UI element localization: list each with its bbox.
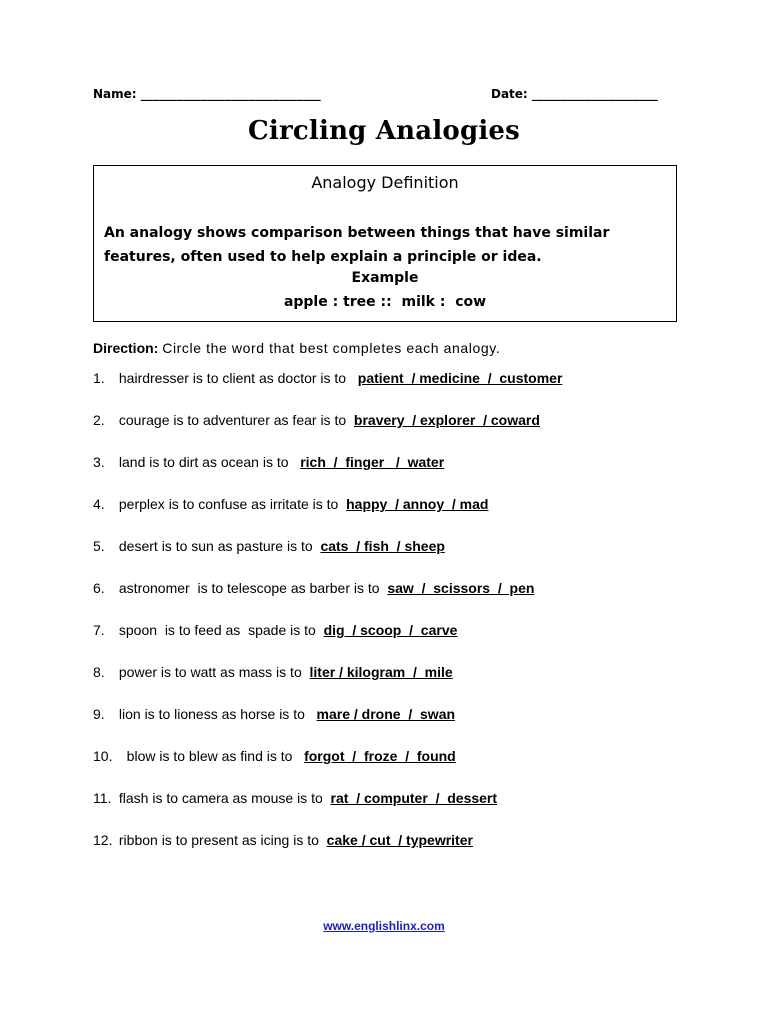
definition-box bbox=[93, 165, 677, 322]
item-question: ribbon is to present as icing is to bbox=[118, 832, 323, 848]
item-question: desert is to sun as pasture is to bbox=[118, 538, 317, 554]
item-number: 10. bbox=[93, 748, 113, 764]
analogy-item-5 bbox=[93, 538, 445, 558]
analogy-item-12 bbox=[93, 832, 473, 852]
footer-website-link[interactable]: www.englishlinx.com bbox=[323, 919, 445, 933]
item-question: blow is to blew as find is to bbox=[118, 748, 301, 764]
item-number: 12. bbox=[93, 832, 113, 848]
item-choices[interactable]: happy / annoy / mad bbox=[346, 496, 489, 512]
item-choices[interactable]: liter / kilogram / mile bbox=[309, 664, 453, 680]
analogy-item-10 bbox=[93, 748, 456, 768]
item-question: astronomer is to telescope as barber is to bbox=[118, 580, 384, 596]
item-number: 11. bbox=[93, 790, 112, 806]
example-text: apple : tree :: milk : cow bbox=[283, 294, 487, 310]
definition-heading: Analogy Definition bbox=[311, 173, 459, 192]
item-question: courage is to adventurer as fear is to bbox=[118, 412, 351, 428]
header-row bbox=[0, 87, 768, 107]
item-question: spoon is to feed as spade is to bbox=[118, 622, 320, 638]
page-title: Circling Analogies bbox=[248, 116, 520, 146]
item-number: 5. bbox=[93, 538, 105, 554]
item-choices[interactable]: cats / fish / sheep bbox=[320, 538, 445, 554]
item-choices[interactable]: forgot / froze / found bbox=[304, 748, 456, 764]
analogy-item-1 bbox=[93, 370, 562, 390]
analogy-item-6 bbox=[93, 580, 534, 600]
item-question: perplex is to confuse as irritate is to bbox=[118, 496, 343, 512]
item-number: 8. bbox=[93, 664, 105, 680]
item-number: 6. bbox=[93, 580, 105, 596]
item-question: hairdresser is to client as doctor is to bbox=[118, 370, 354, 386]
item-number: 7. bbox=[93, 622, 105, 638]
item-choices[interactable]: dig / scoop / carve bbox=[323, 622, 458, 638]
analogy-item-11 bbox=[93, 790, 497, 810]
item-number: 3. bbox=[93, 454, 105, 470]
item-number: 1. bbox=[93, 370, 105, 386]
analogy-item-2 bbox=[93, 412, 540, 432]
item-choices[interactable]: bravery / explorer / coward bbox=[353, 412, 540, 428]
item-choices[interactable]: saw / scissors / pen bbox=[387, 580, 535, 596]
item-question: lion is to lioness as horse is to bbox=[118, 706, 313, 722]
example-label: Example bbox=[351, 270, 419, 286]
direction-line bbox=[93, 340, 500, 356]
direction-text: Circle the word that best completes each analogy. bbox=[162, 340, 501, 356]
item-number: 2. bbox=[93, 412, 105, 428]
item-choices[interactable]: cake / cut / typewriter bbox=[326, 832, 473, 848]
item-choices[interactable]: patient / medicine / customer bbox=[357, 370, 563, 386]
item-choices[interactable]: rat / computer / dessert bbox=[330, 790, 498, 806]
item-question: power is to watt as mass is to bbox=[118, 664, 306, 680]
analogy-item-3 bbox=[93, 454, 444, 474]
name-field: Name: ______________________________ bbox=[93, 87, 321, 101]
definition-text: An analogy shows comparison between things that have similar features, often used to help explain a principle or idea. bbox=[104, 225, 610, 265]
analogy-item-7 bbox=[93, 622, 457, 642]
item-choices[interactable]: rich / finger / water bbox=[300, 454, 445, 470]
direction-label: Direction: bbox=[93, 340, 159, 356]
item-number: 4. bbox=[93, 496, 105, 512]
item-number: 9. bbox=[93, 706, 105, 722]
item-question: land is to dirt as ocean is to bbox=[118, 454, 297, 470]
analogy-item-4 bbox=[93, 496, 488, 516]
item-choices[interactable]: mare / drone / swan bbox=[316, 706, 456, 722]
item-question: flash is to camera as mouse is to bbox=[118, 790, 327, 806]
analogy-item-9 bbox=[93, 706, 455, 726]
analogy-item-8 bbox=[93, 664, 453, 684]
date-field: Date: _____________________ bbox=[491, 87, 658, 101]
